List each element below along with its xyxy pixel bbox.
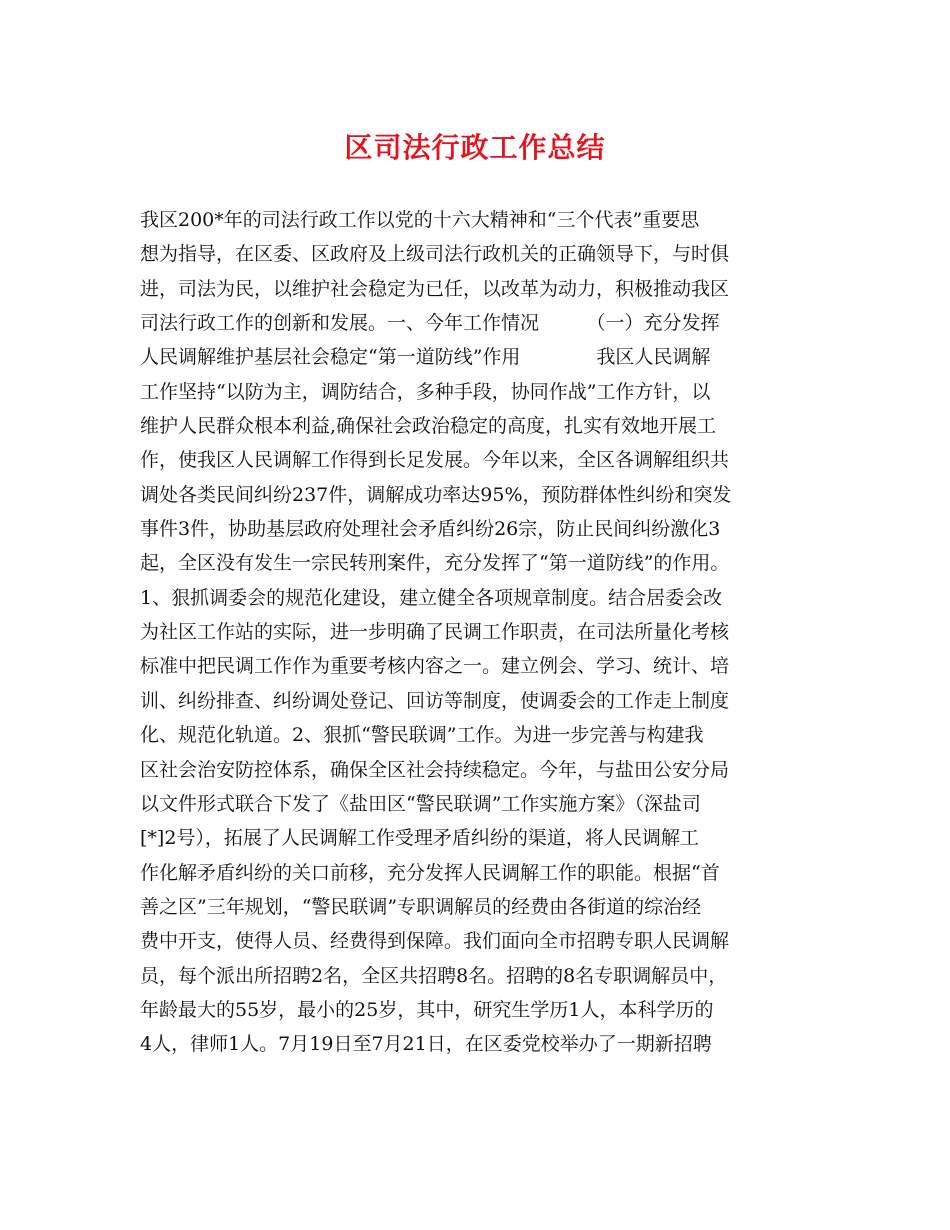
body-line: 起，全区没有发生一宗民转刑案件，充分发挥了“第一道防线”的作用。 (140, 552, 730, 575)
body-line: 4人，律师1人。7月19日至7月21日，在区委党校举办了一期新招聘 (140, 1033, 712, 1056)
body-line: 区社会治安防控体系，确保全区社会持续稳定。今年，与盐田公安分局 (140, 758, 730, 781)
body-line: 作，使我区人民调解工作得到长足发展。今年以来，全区各调解组织共 (140, 449, 730, 472)
body-line: 1、狠抓调委会的规范化建设，建立健全各项规章制度。结合居委会改 (140, 586, 723, 609)
body-line: 我区200*年的司法行政工作以党的十六大精神和“三个代表”重要思 (140, 209, 700, 231)
body-line: 费中开支，使得人员、经费得到保障。我们面向全市招聘专职人民调解 (140, 930, 730, 953)
document-body (140, 203, 820, 1062)
body-line: 员，每个派出所招聘2名，全区共招聘8名。招聘的8名专职调解员中， (140, 964, 728, 987)
body-line: 司法行政工作的创新和发展。一、今年工作情况 （一）充分发挥 (140, 312, 720, 335)
body-line: 为社区工作站的实际，进一步明确了民调工作职责，在司法所量化考核 (140, 621, 730, 644)
document-title: 区司法行政工作总结 (344, 131, 606, 164)
body-line: 工作坚持“以防为主，调防结合，多种手段，协同作战”工作方针，以 (140, 380, 711, 403)
body-line: [*]2号），拓展了人民调解工作受理矛盾纠纷的渠道，将人民调解工 (140, 827, 699, 850)
body-line: 化、规范化轨道。2、狠抓“警民联调”工作。为进一步完善与构建我 (140, 724, 704, 747)
body-line: 调处各类民间纠纷237件，调解成功率达95%，预防群体性纠纷和突发 (140, 483, 732, 506)
body-line: 维护人民群众根本利益,确保社会政治稳定的高度，扎实有效地开展工 (140, 415, 717, 438)
body-line: 想为指导，在区委、区政府及上级司法行政机关的正确领导下，与时俱 (140, 243, 730, 266)
body-line: 以文件形式联合下发了《盐田区“警民联调”工作实施方案》（深盐司 (140, 792, 701, 815)
body-line: 人民调解维护基层社会稳定“第一道防线”作用 我区人民调解 (140, 346, 711, 369)
body-line: 事件3件，协助基层政府处理社会矛盾纠纷26宗，防止民间纠纷激化3 (140, 518, 721, 541)
body-line: 作化解矛盾纠纷的关口前移，充分发挥人民调解工作的职能。根据“首 (140, 861, 720, 884)
body-line: 标准中把民调工作作为重要考核内容之一。建立例会、学习、统计、培 (140, 655, 730, 678)
body-line: 进，司法为民，以维护社会稳定为已任，以改革为动力，积极推动我区 (140, 277, 730, 300)
body-line: 善之区”三年规划，“警民联调”专职调解员的经费由各街道的综治经 (140, 895, 702, 918)
body-line: 训、纠纷排查、纠纷调处登记、回访等制度，使调委会的工作走上制度 (140, 689, 730, 712)
body-line: 年龄最大的55岁，最小的25岁，其中，研究生学历1人，本科学历的 (140, 998, 714, 1021)
